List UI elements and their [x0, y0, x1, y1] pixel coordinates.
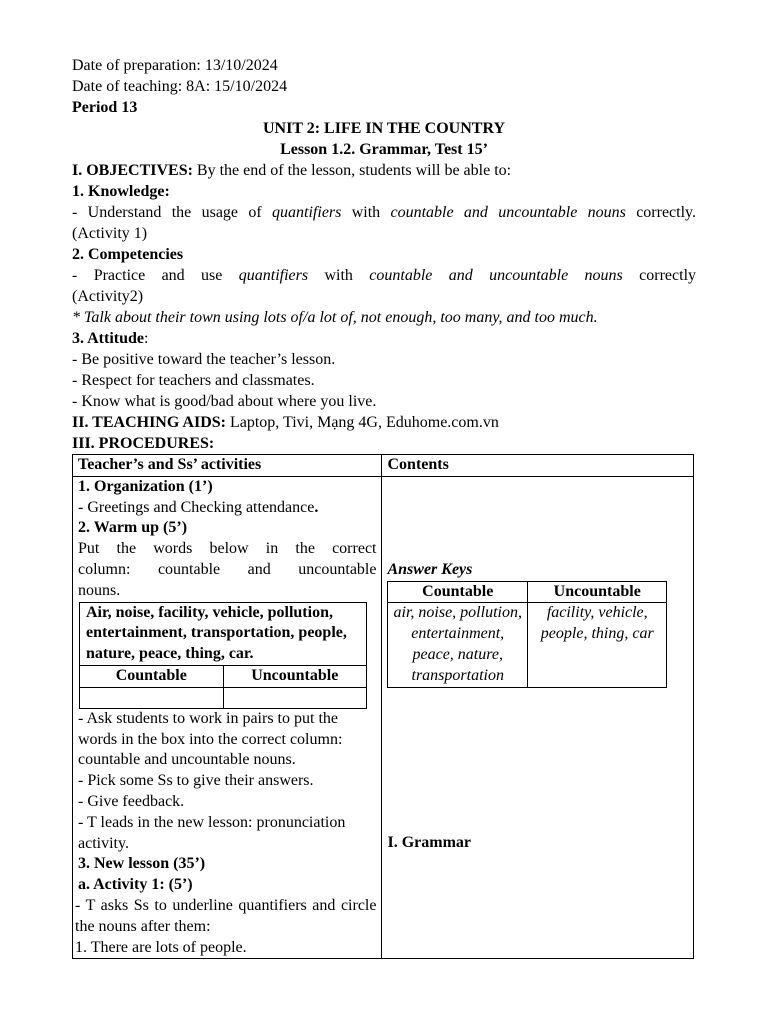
word-box-uncountable-cell: [223, 687, 367, 708]
knowledge-activity: (Activity 1): [72, 225, 148, 242]
activities-cell: [73, 476, 382, 959]
warmup-line: column: countable and uncountable: [78, 560, 377, 578]
warmup-step: - T leads in the new lesson: pronunciation activity.: [78, 813, 346, 852]
procedures-heading: III. PROCEDURES:: [72, 435, 215, 452]
lesson-plan-page: [72, 55, 696, 959]
word-box-countable-header: Countable: [80, 665, 224, 687]
word-box: Air, noise, facility, vehicle, pollution, entertainment, transportation, people, nature, peace, thing, car.: [80, 602, 367, 665]
procedures-table: [72, 454, 694, 959]
answer-countable-values: air, noise, pollution, entertainment, peace, nature, transportation: [388, 603, 528, 687]
activity1-text: - T asks Ss to underline quantifiers and circle the nouns after them:: [75, 896, 377, 935]
warmup-line: nouns.: [78, 581, 121, 599]
unit-title: UNIT 2: LIFE IN THE COUNTRY: [263, 120, 505, 137]
competencies-talk: * Talk about their town using lots of/a lot of, not enough, too many, and too much.: [72, 309, 598, 326]
answer-keys-heading: Answer Keys: [387, 560, 473, 578]
warmup-step: - Pick some Ss to give their answers.: [78, 772, 314, 790]
activity1-item: 1. There are lots of people.: [75, 938, 247, 956]
objectives-heading: I. OBJECTIVES: By the end of the lesson, students will be able to:: [72, 162, 512, 179]
warmup-step: - Ask students to work in pairs to put the words in the box into the correct column: countable and uncountable nouns.: [78, 709, 343, 769]
attitude-item: - Be positive toward the teacher’s lesson.: [72, 351, 336, 368]
column-header-activities: Teacher’s and Ss’ activities: [73, 455, 382, 477]
spacer: [387, 688, 688, 833]
warmup-line: Put the words below in the correct: [78, 540, 377, 558]
new-lesson-heading: 3. New lesson (35’): [78, 855, 206, 873]
answer-uncountable-values: facility, vehicle, people, thing, car: [527, 603, 667, 687]
organization-text: - Greetings and Checking attendance.: [78, 498, 319, 516]
contents-cell: [382, 476, 694, 959]
attitude-heading: 3. Attitude:: [72, 330, 149, 347]
competencies-text: - Practice and use quantifiers with countable and uncountable nouns correctly: [72, 267, 697, 284]
column-header-contents: Contents: [382, 455, 694, 477]
preparation-date: Date of preparation: 13/10/2024: [72, 57, 278, 74]
answer-keys-table: [387, 581, 667, 688]
word-box-uncountable-header: Uncountable: [223, 665, 367, 687]
answer-countable-header: Countable: [388, 581, 528, 603]
organization-heading: 1. Organization (1’): [78, 477, 213, 495]
warmup-step: - Give feedback.: [78, 792, 185, 810]
word-box-countable-cell: [80, 687, 224, 708]
word-box-table: [79, 602, 367, 709]
answer-uncountable-header: Uncountable: [527, 581, 667, 603]
teaching-date: Date of teaching: 8A: 15/10/2024: [72, 78, 288, 95]
competencies-activity: (Activity2): [72, 288, 144, 305]
attitude-item: - Know what is good/bad about where you live.: [72, 393, 377, 410]
knowledge-text: - Understand the usage of quantifiers with countable and uncountable nouns correctly.: [72, 204, 697, 221]
warmup-heading: 2. Warm up (5’): [78, 519, 188, 537]
knowledge-heading: 1. Knowledge:: [72, 183, 170, 200]
spacer: [387, 477, 688, 560]
lesson-title: Lesson 1.2. Grammar, Test 15’: [280, 141, 488, 158]
attitude-item: - Respect for teachers and classmates.: [72, 372, 315, 389]
competencies-heading: 2. Competencies: [72, 246, 184, 263]
activity1-heading: a. Activity 1: (5’): [78, 876, 193, 894]
period-label: Period 13: [72, 99, 138, 116]
teaching-aids: II. TEACHING AIDS: Laptop, Tivi, Mạng 4G, Eduhome.com.vn: [72, 414, 499, 431]
grammar-heading: I. Grammar: [387, 833, 472, 851]
